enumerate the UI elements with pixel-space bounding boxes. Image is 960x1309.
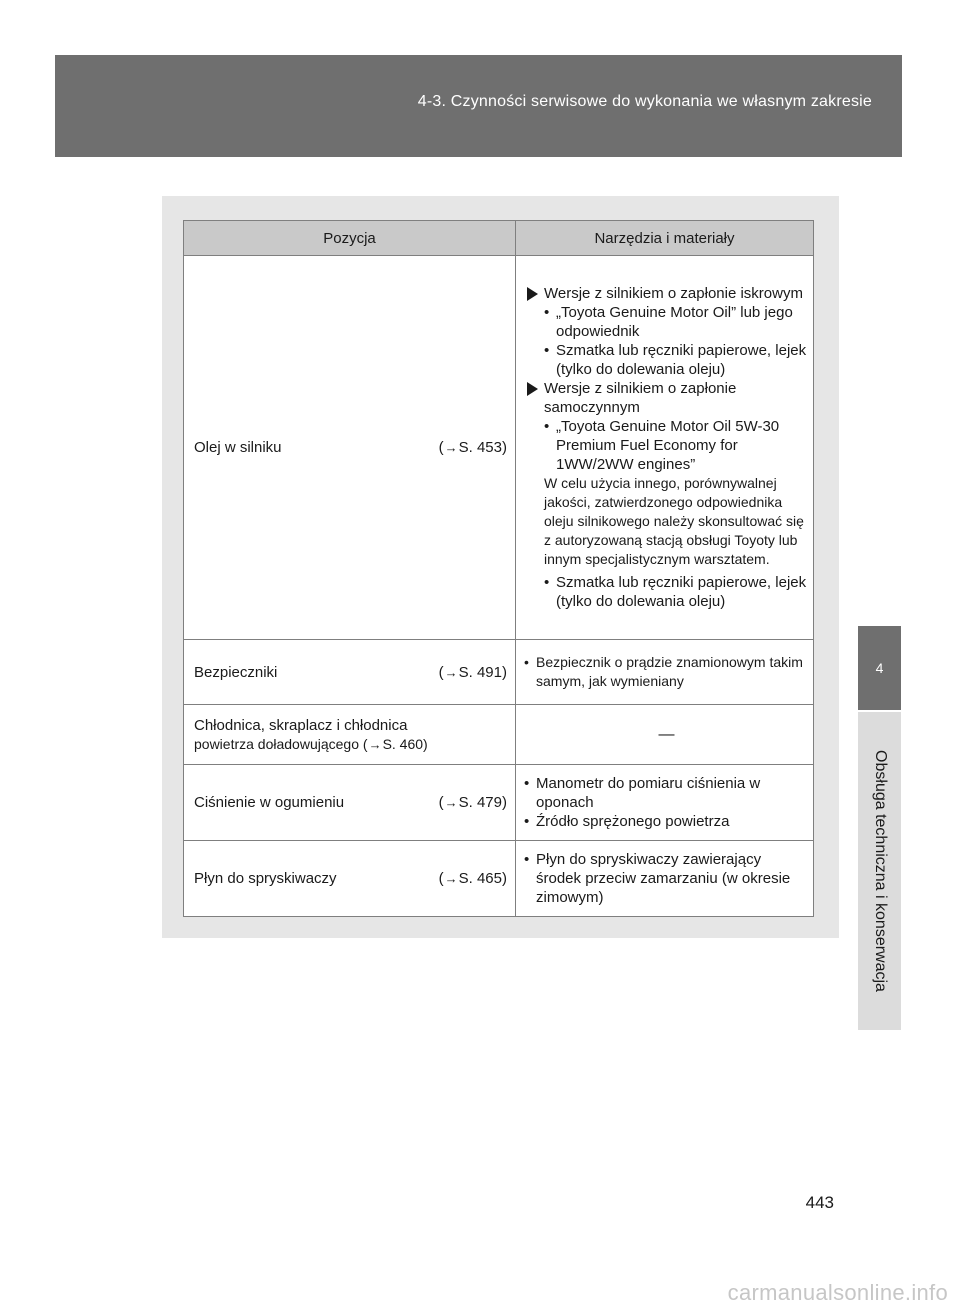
arrow-right-icon: → [444, 664, 458, 680]
tools-cell [516, 705, 814, 765]
item-label: powietrza doładowującego [194, 735, 359, 752]
list-item: Wersje z silnikiem o zapłonie samoczynnym [524, 379, 809, 417]
arrow-right-icon: → [368, 736, 382, 752]
item-cell [184, 256, 516, 640]
triangle-bullet-icon [527, 382, 538, 396]
column-header-item: Pozycja [184, 221, 516, 256]
item-label: Ciśnienie w ogumieniu [194, 794, 345, 811]
table-row [184, 705, 814, 765]
note-text: W celu użycia innego, porównywalnej jakości, zatwierdzonego odpowiednika oleju silnikowego należy skonsultować się z autoryzowaną stacją obsługi Toyoty lub innym specjalistycznym warsztatem. [544, 475, 804, 567]
arrow-right-icon: → [444, 795, 458, 810]
table-header-row [184, 221, 814, 256]
list-item: • Płyn do spryskiwaczy zawierający środek przeciw zamarzaniu (w okresie zimowym) [524, 850, 809, 907]
maintenance-table [183, 220, 814, 917]
arrow-right-icon: → [444, 440, 458, 455]
item-label: Płyn do spryskiwaczy [194, 870, 337, 887]
tools-cell [516, 640, 814, 705]
page-reference[interactable]: (→S. 465) [438, 870, 507, 887]
column-header-tools: Narzędzia i materiały [516, 221, 814, 256]
arrow-right-icon: → [444, 871, 458, 886]
tools-cell [516, 765, 814, 841]
tools-cell [516, 256, 814, 640]
item-label: Chłodnica, skraplacz i chłodnica [194, 716, 408, 734]
page-reference[interactable]: (→S. 491) [438, 663, 507, 681]
list-item: • Manometr do pomiaru ciśnienia w oponach [524, 774, 809, 812]
table-row [184, 640, 814, 705]
list-item: • Źródło sprężonego powietrza [524, 812, 809, 831]
table-row [184, 841, 814, 917]
tools-cell [516, 841, 814, 917]
table-row [184, 256, 814, 640]
item-label: Bezpieczniki [194, 663, 278, 681]
page-reference[interactable]: (→S. 460) [362, 735, 428, 752]
item-cell [184, 841, 516, 917]
list-item: • Szmatka lub ręczniki papierowe, lejek (tylko do dolewania oleju) [524, 341, 809, 379]
list-item: • Szmatka lub ręczniki papierowe, lejek (tylko do dolewania oleju) [524, 573, 809, 611]
table-row [184, 765, 814, 841]
watermark: carmanualsonline.info [727, 1280, 948, 1305]
item-cell [184, 765, 516, 841]
item-cell [184, 640, 516, 705]
item-cell [184, 705, 516, 765]
page-reference[interactable]: (→S. 479) [438, 794, 507, 811]
list-item: Wersje z silnikiem o zapłonie iskrowym [524, 284, 809, 303]
chapter-tab [858, 712, 901, 1030]
chapter-tab-number: 4 [858, 626, 901, 710]
triangle-bullet-icon [527, 287, 538, 301]
item-label: Olej w silniku [194, 439, 282, 456]
list-item: • „Toyota Genuine Motor Oil” lub jego odpowiednik [524, 303, 809, 341]
page-number: 443 [805, 1193, 834, 1212]
list-item: • Bezpiecznik o prądzie znamionowym takim samym, jak wymieniany [524, 653, 809, 691]
chapter-header [55, 55, 902, 157]
section-title: 4-3. Czynności serwisowe do wykonania we własnym zakresie [417, 93, 872, 110]
page-reference[interactable]: (→S. 453) [438, 439, 507, 456]
chapter-tab-label: Obsługa techniczna i konserwacja [871, 750, 889, 992]
list-item: • „Toyota Genuine Motor Oil 5W-30 Premium Fuel Economy for 1WW/2WW engines” [524, 417, 809, 474]
empty-dash: — [658, 726, 675, 743]
